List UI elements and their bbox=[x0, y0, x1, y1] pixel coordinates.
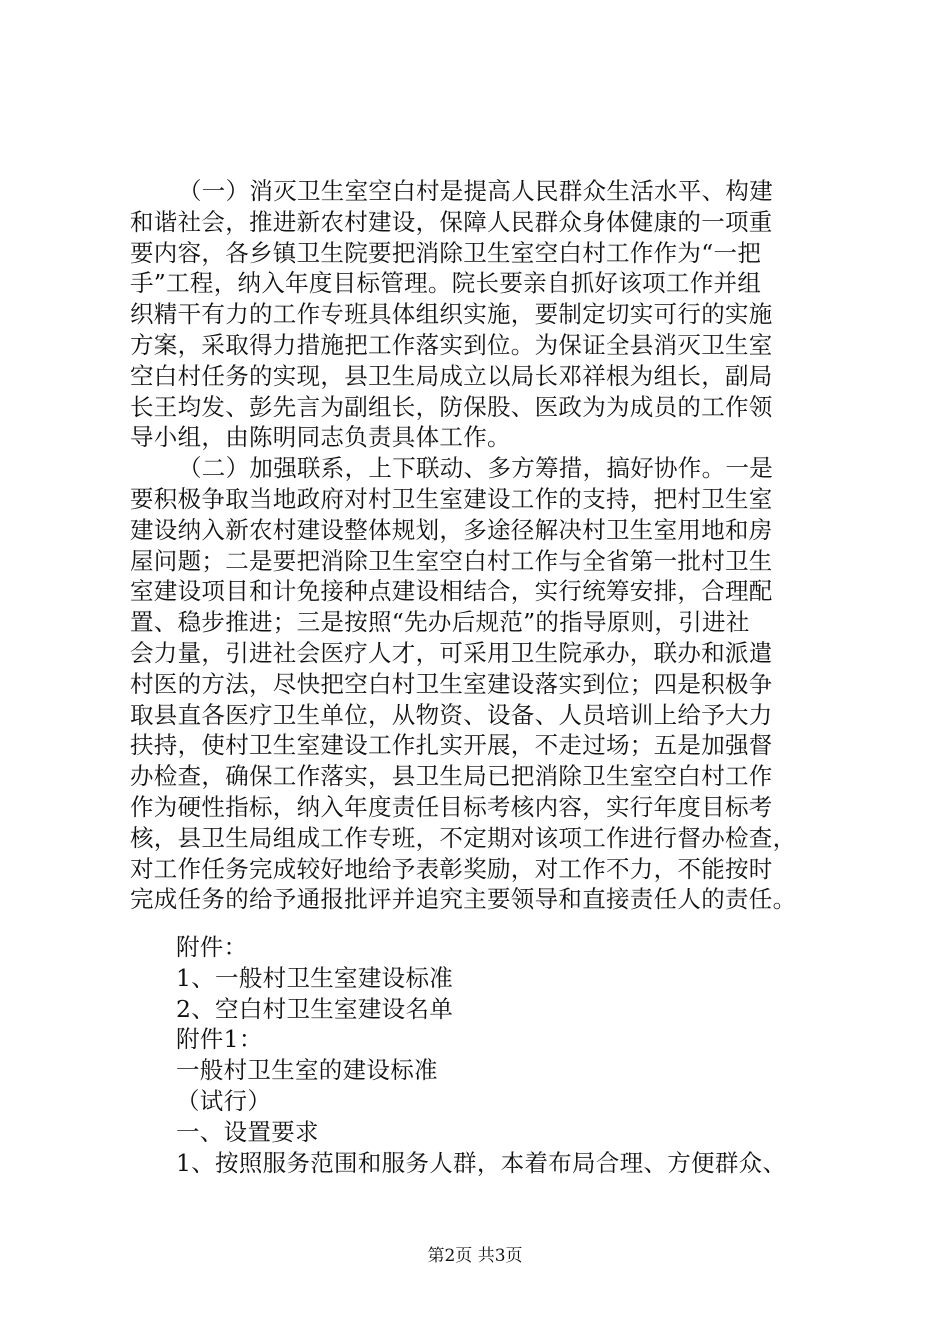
paragraph-2-line: 对工作任务完成较好地给予表彰奖励，对工作不力，不能按时 bbox=[130, 854, 773, 883]
attachments-heading: 附件： bbox=[176, 933, 248, 961]
paragraph-2-line: 完成任务的给予通报批评并追究主要领导和直接责任人的责任。 bbox=[130, 885, 797, 914]
paragraph-1-line: 空白村任务的实现，县卫生局成立以局长邓祥根为组长，副局 bbox=[130, 361, 773, 390]
paragraph-1-line: 织精干有力的工作专班具体组织实施，要制定切实可行的实施 bbox=[130, 300, 773, 329]
attachments-section bbox=[176, 932, 836, 1178]
paragraph-1-line: 手”工程，纳入年度目标管理。院长要亲自抓好该项工作并组 bbox=[130, 269, 762, 298]
paragraph-1-line: 方案，采取得力措施把工作落实到位。为保证全县消灭卫生室 bbox=[130, 330, 773, 359]
body-text bbox=[130, 176, 830, 915]
paragraph-1-line: 导小组，由陈明同志负责具体工作。 bbox=[130, 423, 511, 452]
paragraph-2-line: 要积极争取当地政府对村卫生室建设工作的支持，把村卫生室 bbox=[130, 484, 773, 513]
attachment-list-item: 1、一般村卫生室建设标准 bbox=[176, 963, 454, 992]
paragraph-2-line: 核，县卫生局组成工作专班，不定期对该项工作进行督办检查， bbox=[130, 823, 797, 852]
paragraph-1-line: （一）消灭卫生室空白村是提高人民群众生活水平、构建 bbox=[178, 177, 773, 205]
paragraph-2-line: （二）加强联系，上下联动、多方筹措，搞好协作。一是 bbox=[178, 454, 773, 483]
paragraph-1-line: 和谐社会，推进新农村建设，保障人民群众身体健康的一项重 bbox=[130, 207, 773, 236]
paragraph-2-line: 建设纳入新农村建设整体规划，多途径解决村卫生室用地和房 bbox=[130, 515, 773, 544]
page-footer: 第2页 共3页 bbox=[427, 1246, 523, 1266]
attachment-1-title: 一般村卫生室的建设标准 bbox=[176, 1056, 438, 1085]
trial-note: （试行） bbox=[176, 1086, 272, 1115]
paragraph-2-line: 扶持，使村卫生室建设工作扎实开展，不走过场；五是加强督 bbox=[130, 731, 773, 760]
paragraph-2-line: 取县直各医疗卫生单位，从物资、设备、人员培训上给予大力 bbox=[130, 700, 773, 729]
paragraph-2-line: 室建设项目和计免接种点建设相结合，实行统筹安排，合理配 bbox=[130, 577, 773, 606]
paragraph-2-line: 村医的方法，尽快把空白村卫生室建设落实到位；四是积极争 bbox=[130, 669, 773, 698]
paragraph-2-line: 会力量，引进社会医疗人才，可采用卫生院承办，联办和派遣 bbox=[130, 638, 773, 667]
paragraph-1-line: 要内容，各乡镇卫生院要把消除卫生室空白村工作作为“一把 bbox=[130, 238, 762, 267]
paragraph-1-line: 长王均发、彭先言为副组长，防保股、医政为为成员的工作领 bbox=[130, 392, 773, 421]
attachment-1-label: 附件1： bbox=[176, 1025, 263, 1054]
section-heading: 一、设置要求 bbox=[176, 1117, 319, 1146]
paragraph-2-line: 作为硬性指标，纳入年度责任目标考核内容，实行年度目标考 bbox=[130, 792, 773, 821]
paragraph-2-line: 屋问题；二是要把消除卫生室空白村工作与全省第一批村卫生 bbox=[130, 546, 773, 575]
paragraph-2-line: 办检查，确保工作落实，县卫生局已把消除卫生室空白村工作 bbox=[130, 762, 773, 791]
section-item: 1、按照服务范围和服务人群，本着布局合理、方便群众、 bbox=[176, 1148, 787, 1177]
attachment-list-item: 2、空白村卫生室建设名单 bbox=[176, 994, 454, 1023]
paragraph-2-line: 置、稳步推进；三是按照“先办后规范”的指导原则，引进社 bbox=[130, 608, 750, 637]
